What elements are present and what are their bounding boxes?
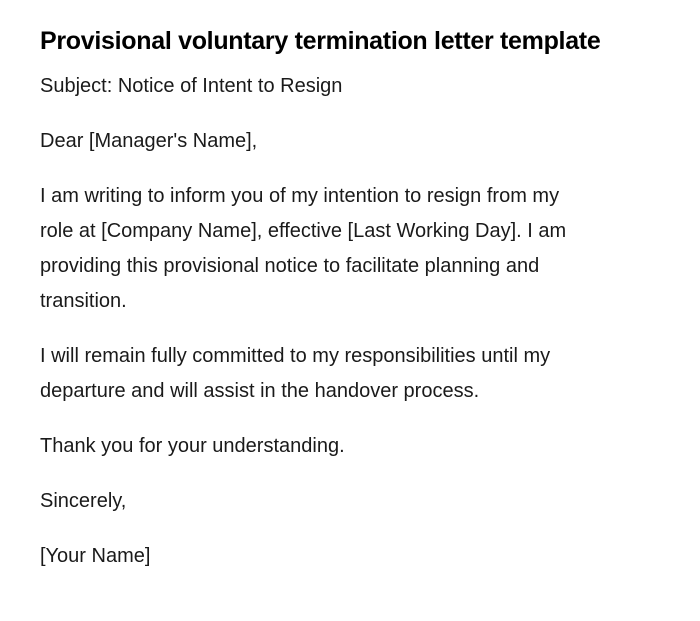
paragraph-line: I am writing to inform you of my intention to resign from my bbox=[40, 185, 560, 207]
body-paragraph-commitment bbox=[40, 339, 660, 409]
thanks-line: Thank you for your understanding. bbox=[40, 435, 345, 457]
signature-name: [Your Name] bbox=[40, 545, 151, 567]
page-title: Provisional voluntary termination letter template bbox=[40, 27, 601, 55]
closing-line: Sincerely, bbox=[40, 490, 127, 512]
paragraph-line: I will remain fully committed to my responsibilities until my bbox=[40, 345, 551, 367]
paragraph-line: transition. bbox=[40, 290, 127, 312]
greeting-line: Dear [Manager's Name], bbox=[40, 130, 258, 152]
paragraph-line: departure and will assist in the handover process. bbox=[40, 380, 480, 402]
paragraph-line: providing this provisional notice to facilitate planning and bbox=[40, 255, 540, 277]
paragraph-line: role at [Company Name], effective [Last Working Day]. I am bbox=[40, 220, 567, 242]
body-paragraph-intent bbox=[40, 179, 660, 319]
subject-line: Subject: Notice of Intent to Resign bbox=[40, 75, 343, 97]
